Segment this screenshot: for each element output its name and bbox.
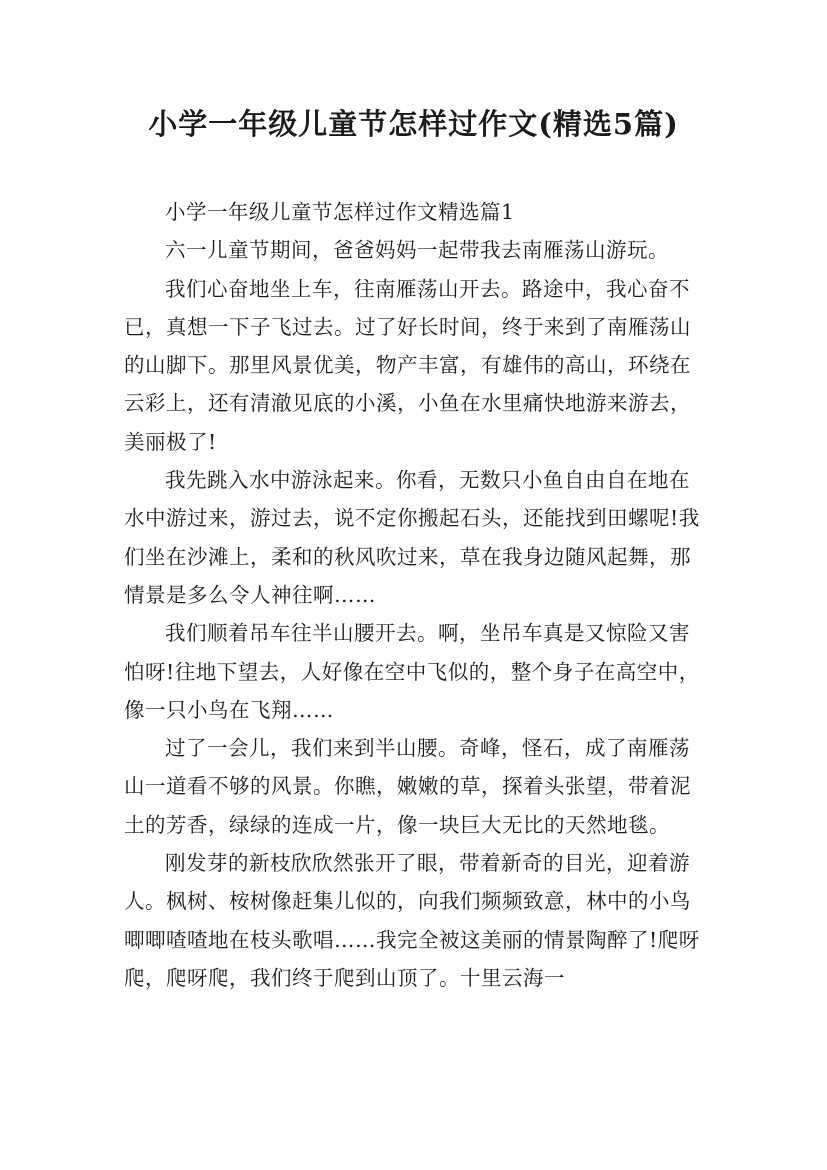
- document-body: [124, 193, 704, 997]
- paragraph: 我先跳入水中游泳起来。你看，无数只小鱼自由自在地在水中游过来，游过去，说不定你搬起石头，还能找到田螺呢!我们坐在沙滩上，柔和的秋风吹过来，草在我身边随风起舞，那情景是多么令人神往啊……: [124, 468, 700, 607]
- document-title: 小学一年级儿童节怎样过作文(精选5篇): [148, 107, 679, 141]
- paragraph: 我们顺着吊车往半山腰开去。啊，坐吊车真是又惊险又害怕呀!往地下望去，人好像在空中飞似的，整个身子在高空中，像一只小鸟在飞翔……: [124, 621, 700, 722]
- paragraph: 我们心奋地坐上车，往南雁荡山开去。路途中，我心奋不已，真想一下子飞过去。过了好长时间，终于来到了南雁荡山的山脚下。那里风景优美，物产丰富，有雄伟的高山，环绕在云彩上，还有清澈见底的小溪，小鱼在水里痛快地游来游去，美丽极了!: [124, 276, 691, 454]
- paragraph: 刚发芽的新枝欣欣然张开了眼，带着新奇的目光，迎着游人。枫树、桉树像赶集儿似的，向我们频频致意，林中的小鸟唧唧喳喳地在枝头歌唱……我完全被这美丽的情景陶醉了!爬呀爬，爬呀爬，我们终于爬到山顶了。十里云海一: [124, 851, 700, 990]
- paragraph: 过了一会儿，我们来到半山腰。奇峰，怪石，成了南雁荡山一道看不够的风景。你瞧，嫩嫩的草，探着头张望，带着泥土的芳香，绿绿的连成一片，像一块巨大无比的天然地毯。: [124, 736, 691, 837]
- paragraph: 六一儿童节期间，爸爸妈妈一起带我去南雁荡山游玩。: [165, 238, 669, 263]
- section-heading: 小学一年级儿童节怎样过作文精选篇1: [165, 200, 515, 224]
